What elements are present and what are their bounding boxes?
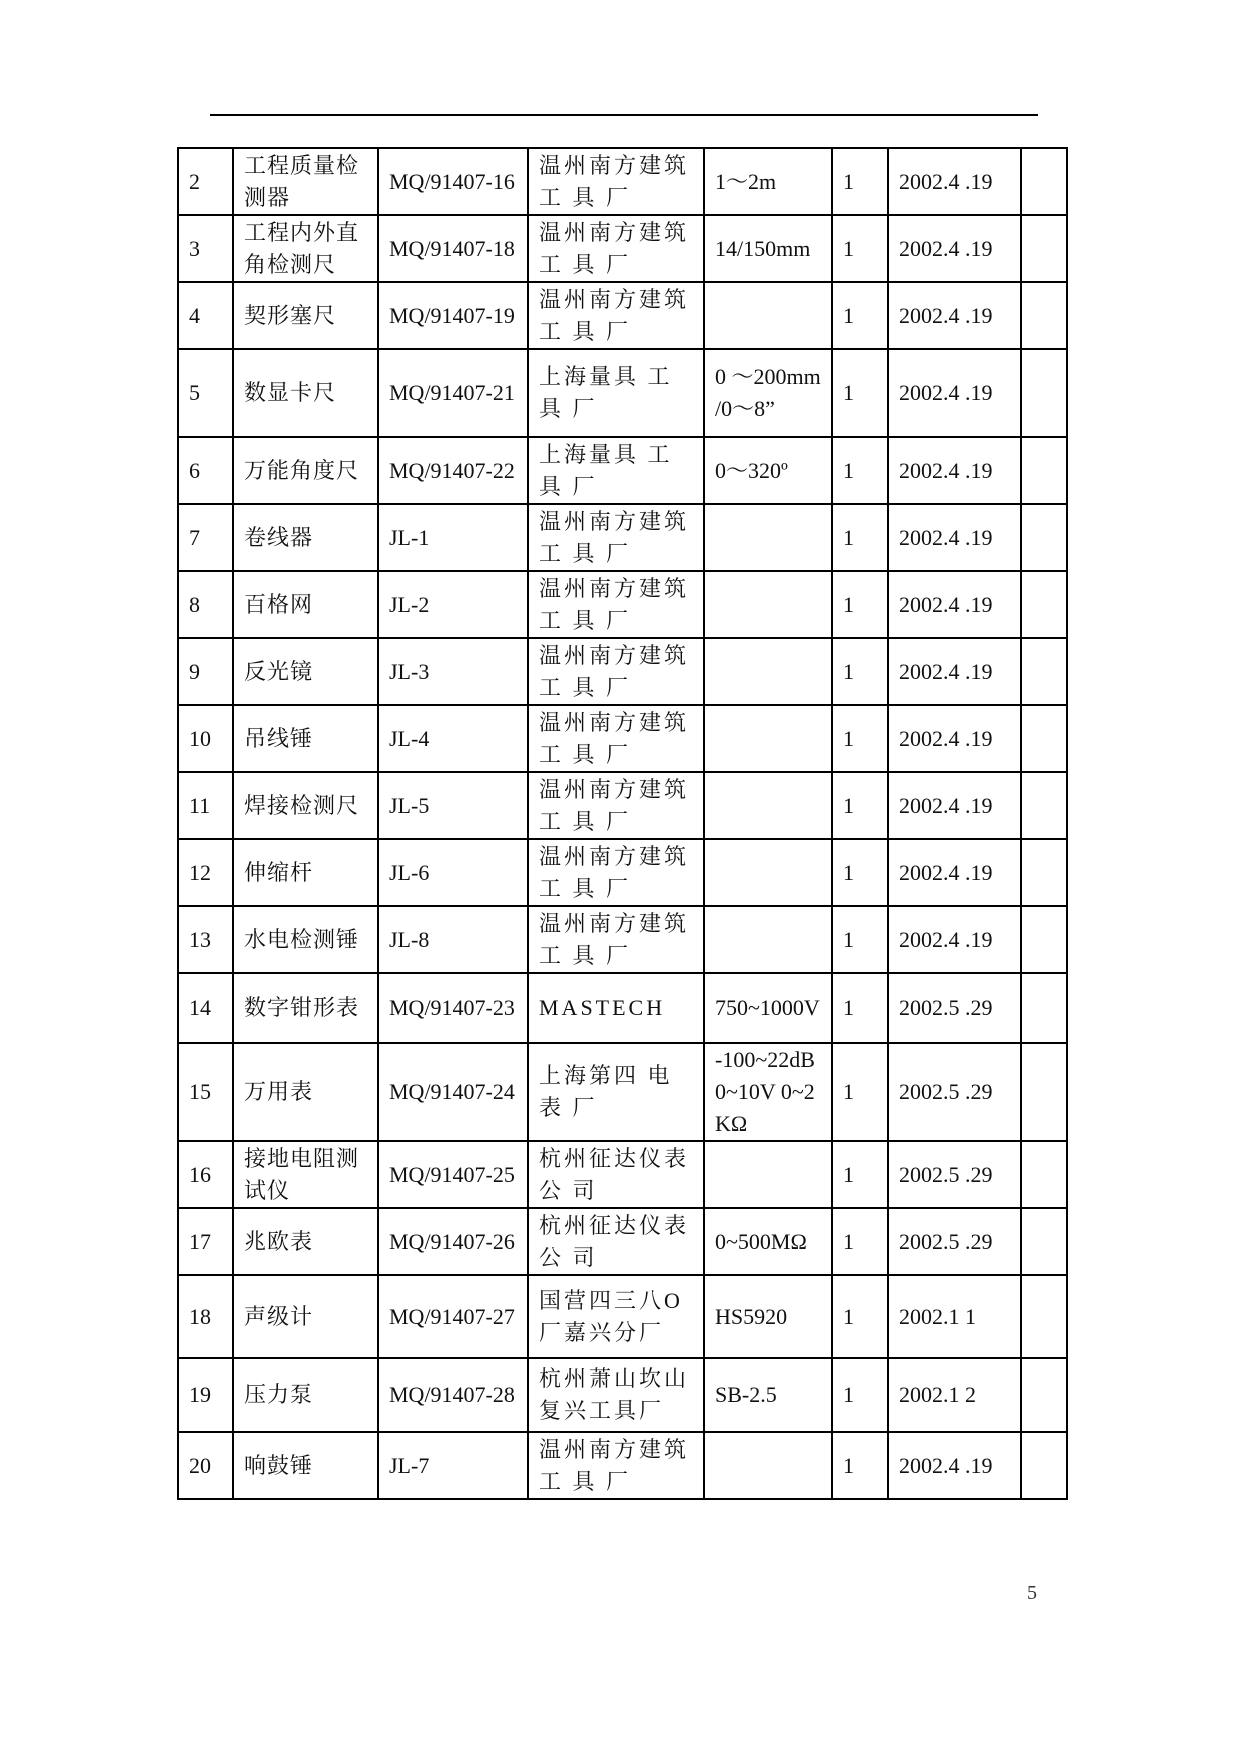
quantity-cell: 1	[832, 839, 888, 906]
instrument-name-cell: 接地电阻测试仪	[233, 1141, 378, 1208]
remark-cell	[1021, 437, 1067, 504]
remark-cell	[1021, 1358, 1067, 1432]
row-number-cell: 17	[178, 1208, 233, 1275]
model-number-cell: JL-7	[378, 1432, 528, 1499]
instrument-name-cell: 数字钳形表	[233, 973, 378, 1043]
specification-cell	[704, 705, 832, 772]
purchase-date-cell: 2002.4 .19	[888, 282, 1021, 349]
table-row	[178, 215, 1067, 282]
specification-cell	[704, 571, 832, 638]
specification-cell	[704, 1141, 832, 1208]
remark-cell	[1021, 906, 1067, 973]
remark-cell	[1021, 1043, 1067, 1141]
model-number-cell: JL-5	[378, 772, 528, 839]
table-row	[178, 839, 1067, 906]
instrument-name-cell: 吊线锤	[233, 705, 378, 772]
instrument-name-cell: 伸缩杆	[233, 839, 378, 906]
table-row	[178, 437, 1067, 504]
purchase-date-cell: 2002.4 .19	[888, 772, 1021, 839]
manufacturer-cell: 温州南方建筑工 具 厂	[528, 282, 704, 349]
specification-cell: HS5920	[704, 1275, 832, 1358]
purchase-date-cell: 2002.4 .19	[888, 148, 1021, 215]
manufacturer-cell: 杭州征达仪表公 司	[528, 1208, 704, 1275]
table-row	[178, 705, 1067, 772]
manufacturer-cell: 国营四三八O厂嘉兴分厂	[528, 1275, 704, 1358]
row-number-cell: 20	[178, 1432, 233, 1499]
purchase-date-cell: 2002.5 .29	[888, 1208, 1021, 1275]
model-number-cell: MQ/91407-26	[378, 1208, 528, 1275]
specification-cell	[704, 772, 832, 839]
manufacturer-cell: 上海量具 工具 厂	[528, 437, 704, 504]
instrument-name-cell: 响鼓锤	[233, 1432, 378, 1499]
purchase-date-cell: 2002.4 .19	[888, 215, 1021, 282]
purchase-date-cell: 2002.5 .29	[888, 973, 1021, 1043]
instrument-name-cell: 契形塞尺	[233, 282, 378, 349]
remark-cell	[1021, 1275, 1067, 1358]
quantity-cell: 1	[832, 148, 888, 215]
quantity-cell: 1	[832, 906, 888, 973]
quantity-cell: 1	[832, 1141, 888, 1208]
table-row	[178, 571, 1067, 638]
quantity-cell: 1	[832, 215, 888, 282]
remark-cell	[1021, 973, 1067, 1043]
row-number-cell: 19	[178, 1358, 233, 1432]
page-number: 5	[1027, 1582, 1037, 1604]
purchase-date-cell: 2002.4 .19	[888, 705, 1021, 772]
model-number-cell: MQ/91407-24	[378, 1043, 528, 1141]
row-number-cell: 18	[178, 1275, 233, 1358]
table-row	[178, 349, 1067, 437]
specification-cell	[704, 282, 832, 349]
model-number-cell: MQ/91407-28	[378, 1358, 528, 1432]
purchase-date-cell: 2002.1 1	[888, 1275, 1021, 1358]
specification-cell: 14/150mm	[704, 215, 832, 282]
manufacturer-cell: 温州南方建筑工 具 厂	[528, 772, 704, 839]
table-row	[178, 906, 1067, 973]
table-row	[178, 504, 1067, 571]
quantity-cell: 1	[832, 437, 888, 504]
row-number-cell: 5	[178, 349, 233, 437]
table-row	[178, 1275, 1067, 1358]
instrument-name-cell: 万用表	[233, 1043, 378, 1141]
specification-cell	[704, 504, 832, 571]
remark-cell	[1021, 571, 1067, 638]
row-number-cell: 4	[178, 282, 233, 349]
quantity-cell: 1	[832, 571, 888, 638]
instrument-name-cell: 卷线器	[233, 504, 378, 571]
quantity-cell: 1	[832, 705, 888, 772]
model-number-cell: MQ/91407-22	[378, 437, 528, 504]
model-number-cell: MQ/91407-23	[378, 973, 528, 1043]
purchase-date-cell: 2002.4 .19	[888, 638, 1021, 705]
instrument-name-cell: 声级计	[233, 1275, 378, 1358]
specification-cell: 0 ～200mm /0～8”	[704, 349, 832, 437]
manufacturer-cell: 杭州萧山坎山复兴工具厂	[528, 1358, 704, 1432]
specification-cell: 1～2m	[704, 148, 832, 215]
specification-cell	[704, 638, 832, 705]
instrument-table	[177, 147, 1068, 1500]
instrument-name-cell: 压力泵	[233, 1358, 378, 1432]
manufacturer-cell: 杭州征达仪表公 司	[528, 1141, 704, 1208]
model-number-cell: MQ/91407-27	[378, 1275, 528, 1358]
remark-cell	[1021, 1432, 1067, 1499]
instrument-name-cell: 百格网	[233, 571, 378, 638]
row-number-cell: 13	[178, 906, 233, 973]
row-number-cell: 12	[178, 839, 233, 906]
specification-cell: 0~500MΩ	[704, 1208, 832, 1275]
quantity-cell: 1	[832, 973, 888, 1043]
row-number-cell: 7	[178, 504, 233, 571]
manufacturer-cell: MASTECH	[528, 973, 704, 1043]
row-number-cell: 14	[178, 973, 233, 1043]
manufacturer-cell: 温州南方建筑工 具 厂	[528, 906, 704, 973]
model-number-cell: JL-6	[378, 839, 528, 906]
specification-cell	[704, 839, 832, 906]
remark-cell	[1021, 282, 1067, 349]
manufacturer-cell: 温州南方建筑工 具 厂	[528, 839, 704, 906]
model-number-cell: MQ/91407-18	[378, 215, 528, 282]
row-number-cell: 16	[178, 1141, 233, 1208]
purchase-date-cell: 2002.5 .29	[888, 1043, 1021, 1141]
model-number-cell: MQ/91407-16	[378, 148, 528, 215]
remark-cell	[1021, 705, 1067, 772]
table-row	[178, 1043, 1067, 1141]
remark-cell	[1021, 772, 1067, 839]
manufacturer-cell: 温州南方建筑工 具 厂	[528, 1432, 704, 1499]
instrument-name-cell: 水电检测锤	[233, 906, 378, 973]
instrument-name-cell: 工程内外直角检测尺	[233, 215, 378, 282]
row-number-cell: 15	[178, 1043, 233, 1141]
model-number-cell: JL-3	[378, 638, 528, 705]
quantity-cell: 1	[832, 282, 888, 349]
specification-cell: 750~1000V	[704, 973, 832, 1043]
model-number-cell: JL-1	[378, 504, 528, 571]
manufacturer-cell: 温州南方建筑工 具 厂	[528, 705, 704, 772]
table-row	[178, 1432, 1067, 1499]
quantity-cell: 1	[832, 1275, 888, 1358]
model-number-cell: JL-4	[378, 705, 528, 772]
specification-cell: SB-2.5	[704, 1358, 832, 1432]
manufacturer-cell: 温州南方建筑工 具 厂	[528, 638, 704, 705]
purchase-date-cell: 2002.4 .19	[888, 571, 1021, 638]
purchase-date-cell: 2002.4 .19	[888, 1432, 1021, 1499]
quantity-cell: 1	[832, 349, 888, 437]
table-row	[178, 973, 1067, 1043]
table-row	[178, 148, 1067, 215]
purchase-date-cell: 2002.4 .19	[888, 349, 1021, 437]
row-number-cell: 11	[178, 772, 233, 839]
table-row	[178, 638, 1067, 705]
instrument-name-cell: 焊接检测尺	[233, 772, 378, 839]
instrument-name-cell: 反光镜	[233, 638, 378, 705]
row-number-cell: 3	[178, 215, 233, 282]
header-rule	[210, 114, 1038, 116]
table-row	[178, 282, 1067, 349]
remark-cell	[1021, 215, 1067, 282]
table-row	[178, 1208, 1067, 1275]
manufacturer-cell: 温州南方建筑工 具 厂	[528, 215, 704, 282]
remark-cell	[1021, 839, 1067, 906]
instrument-name-cell: 万能角度尺	[233, 437, 378, 504]
quantity-cell: 1	[832, 1358, 888, 1432]
purchase-date-cell: 2002.4 .19	[888, 437, 1021, 504]
remark-cell	[1021, 1141, 1067, 1208]
model-number-cell: MQ/91407-19	[378, 282, 528, 349]
specification-cell	[704, 906, 832, 973]
manufacturer-cell: 上海量具 工具 厂	[528, 349, 704, 437]
model-number-cell: MQ/91407-25	[378, 1141, 528, 1208]
manufacturer-cell: 温州南方建筑工 具 厂	[528, 504, 704, 571]
quantity-cell: 1	[832, 1208, 888, 1275]
purchase-date-cell: 2002.4 .19	[888, 504, 1021, 571]
remark-cell	[1021, 349, 1067, 437]
purchase-date-cell: 2002.4 .19	[888, 906, 1021, 973]
manufacturer-cell: 上海第四 电表 厂	[528, 1043, 704, 1141]
table-row	[178, 1141, 1067, 1208]
quantity-cell: 1	[832, 638, 888, 705]
quantity-cell: 1	[832, 504, 888, 571]
quantity-cell: 1	[832, 772, 888, 839]
quantity-cell: 1	[832, 1432, 888, 1499]
specification-cell: -100~22dB 0~10V 0~2KΩ	[704, 1043, 832, 1141]
manufacturer-cell: 温州南方建筑工 具 厂	[528, 148, 704, 215]
instrument-name-cell: 数显卡尺	[233, 349, 378, 437]
quantity-cell: 1	[832, 1043, 888, 1141]
model-number-cell: MQ/91407-21	[378, 349, 528, 437]
remark-cell	[1021, 504, 1067, 571]
remark-cell	[1021, 148, 1067, 215]
instrument-name-cell: 兆欧表	[233, 1208, 378, 1275]
purchase-date-cell: 2002.5 .29	[888, 1141, 1021, 1208]
row-number-cell: 8	[178, 571, 233, 638]
table-body	[178, 148, 1067, 1499]
instrument-name-cell: 工程质量检测器	[233, 148, 378, 215]
table-row	[178, 772, 1067, 839]
specification-cell: 0～320º	[704, 437, 832, 504]
row-number-cell: 9	[178, 638, 233, 705]
row-number-cell: 10	[178, 705, 233, 772]
specification-cell	[704, 1432, 832, 1499]
purchase-date-cell: 2002.4 .19	[888, 839, 1021, 906]
remark-cell	[1021, 1208, 1067, 1275]
model-number-cell: JL-8	[378, 906, 528, 973]
row-number-cell: 2	[178, 148, 233, 215]
row-number-cell: 6	[178, 437, 233, 504]
model-number-cell: JL-2	[378, 571, 528, 638]
remark-cell	[1021, 638, 1067, 705]
table-row	[178, 1358, 1067, 1432]
manufacturer-cell: 温州南方建筑工 具 厂	[528, 571, 704, 638]
purchase-date-cell: 2002.1 2	[888, 1358, 1021, 1432]
